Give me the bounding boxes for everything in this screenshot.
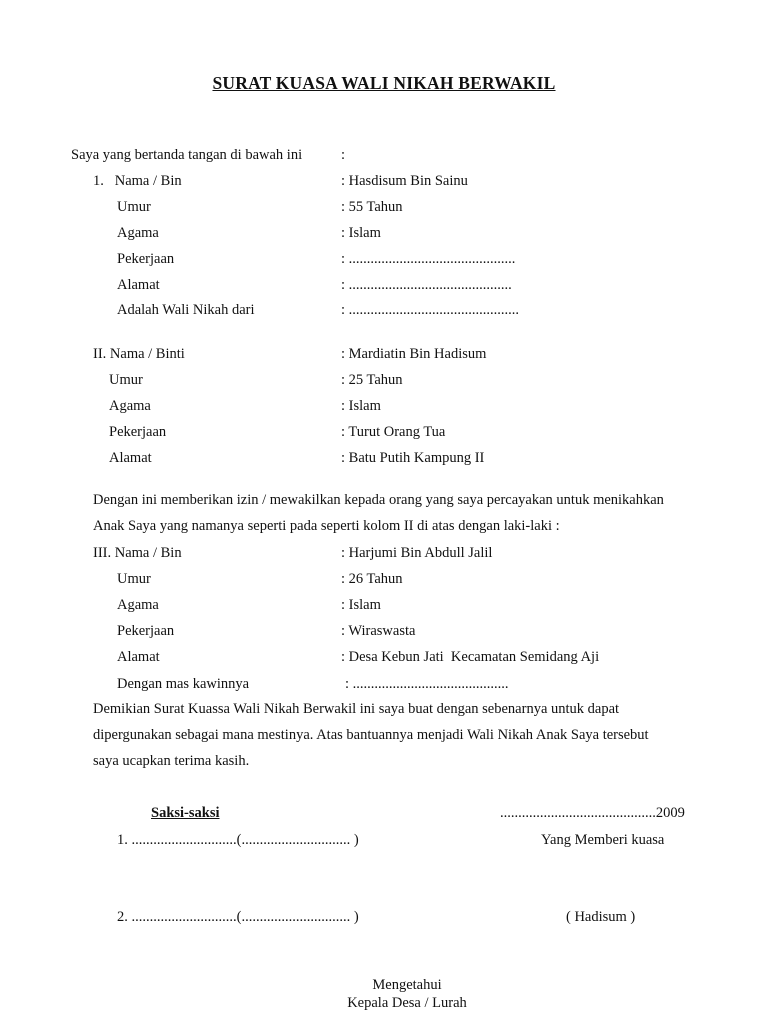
calon-pekerjaan-value: : Wiraswasta (341, 623, 416, 639)
calon-mas-value: : ........................................... (345, 676, 509, 692)
wali-adalah-value: : ............................................... (341, 302, 520, 318)
pemberi-kuasa-label: Yang Memberi kuasa (541, 832, 665, 848)
wali-pekerjaan-value: : .............................................. (341, 251, 516, 267)
wali-umur-value: : 55 Tahun (341, 199, 403, 215)
anak-alamat-value: : Batu Putih Kampung II (341, 450, 485, 466)
calon-alamat-value: : Desa Kebun Jati Kecamatan Semidang Aji (341, 649, 600, 665)
calon-mas-label: Dengan mas kawinnya (117, 676, 250, 692)
anak-pekerjaan-label: Pekerjaan (109, 424, 167, 440)
intro-colon: : (341, 147, 346, 163)
saksi-2: 2. .............................(.............................. ) (117, 909, 359, 925)
document-title: SURAT KUASA WALI NIKAH BERWAKIL (212, 73, 556, 93)
pemberi-kuasa-name: ( Hadisum ) (566, 909, 636, 925)
calon-nama-label: III. Nama / Bin (93, 545, 182, 561)
izin-paragraph (93, 487, 697, 539)
intro-label: Saya yang bertanda tangan di bawah ini (71, 147, 303, 163)
mengetahui-label: Mengetahui (372, 977, 442, 993)
wali-umur-label: Umur (117, 199, 151, 215)
anak-umur-value: : 25 Tahun (341, 372, 403, 388)
wali-nama-label: 1. Nama / Bin (93, 173, 182, 189)
closing-line-2: dipergunakan sebagai mana mestinya. Atas bantuannya menjadi Wali Nikah Anak Saya tersebut (93, 727, 649, 743)
izin-line-2: Anak Saya yang namanya seperti pada seperti kolom II di atas dengan laki-laki : (93, 518, 560, 534)
date-line: ...........................................2009 (500, 805, 685, 821)
closing-line-3: saya ucapkan terima kasih. (93, 753, 250, 769)
wali-agama-label: Agama (117, 225, 159, 241)
closing-line-1: Demikian Surat Kuassa Wali Nikah Berwakil ini saya buat dengan sebenarnya untuk dapat (93, 701, 620, 717)
anak-nama-label: II. Nama / Binti (93, 346, 185, 362)
closing-paragraph (93, 696, 697, 774)
izin-line-1: Dengan ini memberikan izin / mewakilkan kepada orang yang saya percayakan untuk menikahkan (93, 492, 664, 508)
anak-agama-label: Agama (109, 398, 151, 414)
wali-nama-value: : Hasdisum Bin Sainu (341, 173, 468, 189)
anak-pekerjaan-value: : Turut Orang Tua (341, 424, 446, 440)
calon-agama-value: : Islam (341, 597, 381, 613)
wali-agama-value: : Islam (341, 225, 381, 241)
kepala-desa-label: Kepala Desa / Lurah (347, 995, 467, 1011)
anak-umur-label: Umur (109, 372, 143, 388)
calon-pekerjaan-label: Pekerjaan (117, 623, 175, 639)
calon-umur-label: Umur (117, 571, 151, 587)
anak-nama-value: : Mardiatin Bin Hadisum (341, 346, 487, 362)
wali-alamat-label: Alamat (117, 277, 160, 293)
calon-nama-value: : Harjumi Bin Abdull Jalil (341, 545, 493, 561)
calon-alamat-label: Alamat (117, 649, 160, 665)
wali-pekerjaan-label: Pekerjaan (117, 251, 175, 267)
wali-alamat-value: : ............................................. (341, 277, 512, 293)
saksi-heading: Saksi-saksi (151, 805, 220, 821)
calon-agama-label: Agama (117, 597, 159, 613)
calon-umur-value: : 26 Tahun (341, 571, 403, 587)
saksi-1: 1. .............................(.............................. ) (117, 832, 359, 848)
wali-adalah-label: Adalah Wali Nikah dari (117, 302, 255, 318)
anak-alamat-label: Alamat (109, 450, 152, 466)
anak-agama-value: : Islam (341, 398, 381, 414)
